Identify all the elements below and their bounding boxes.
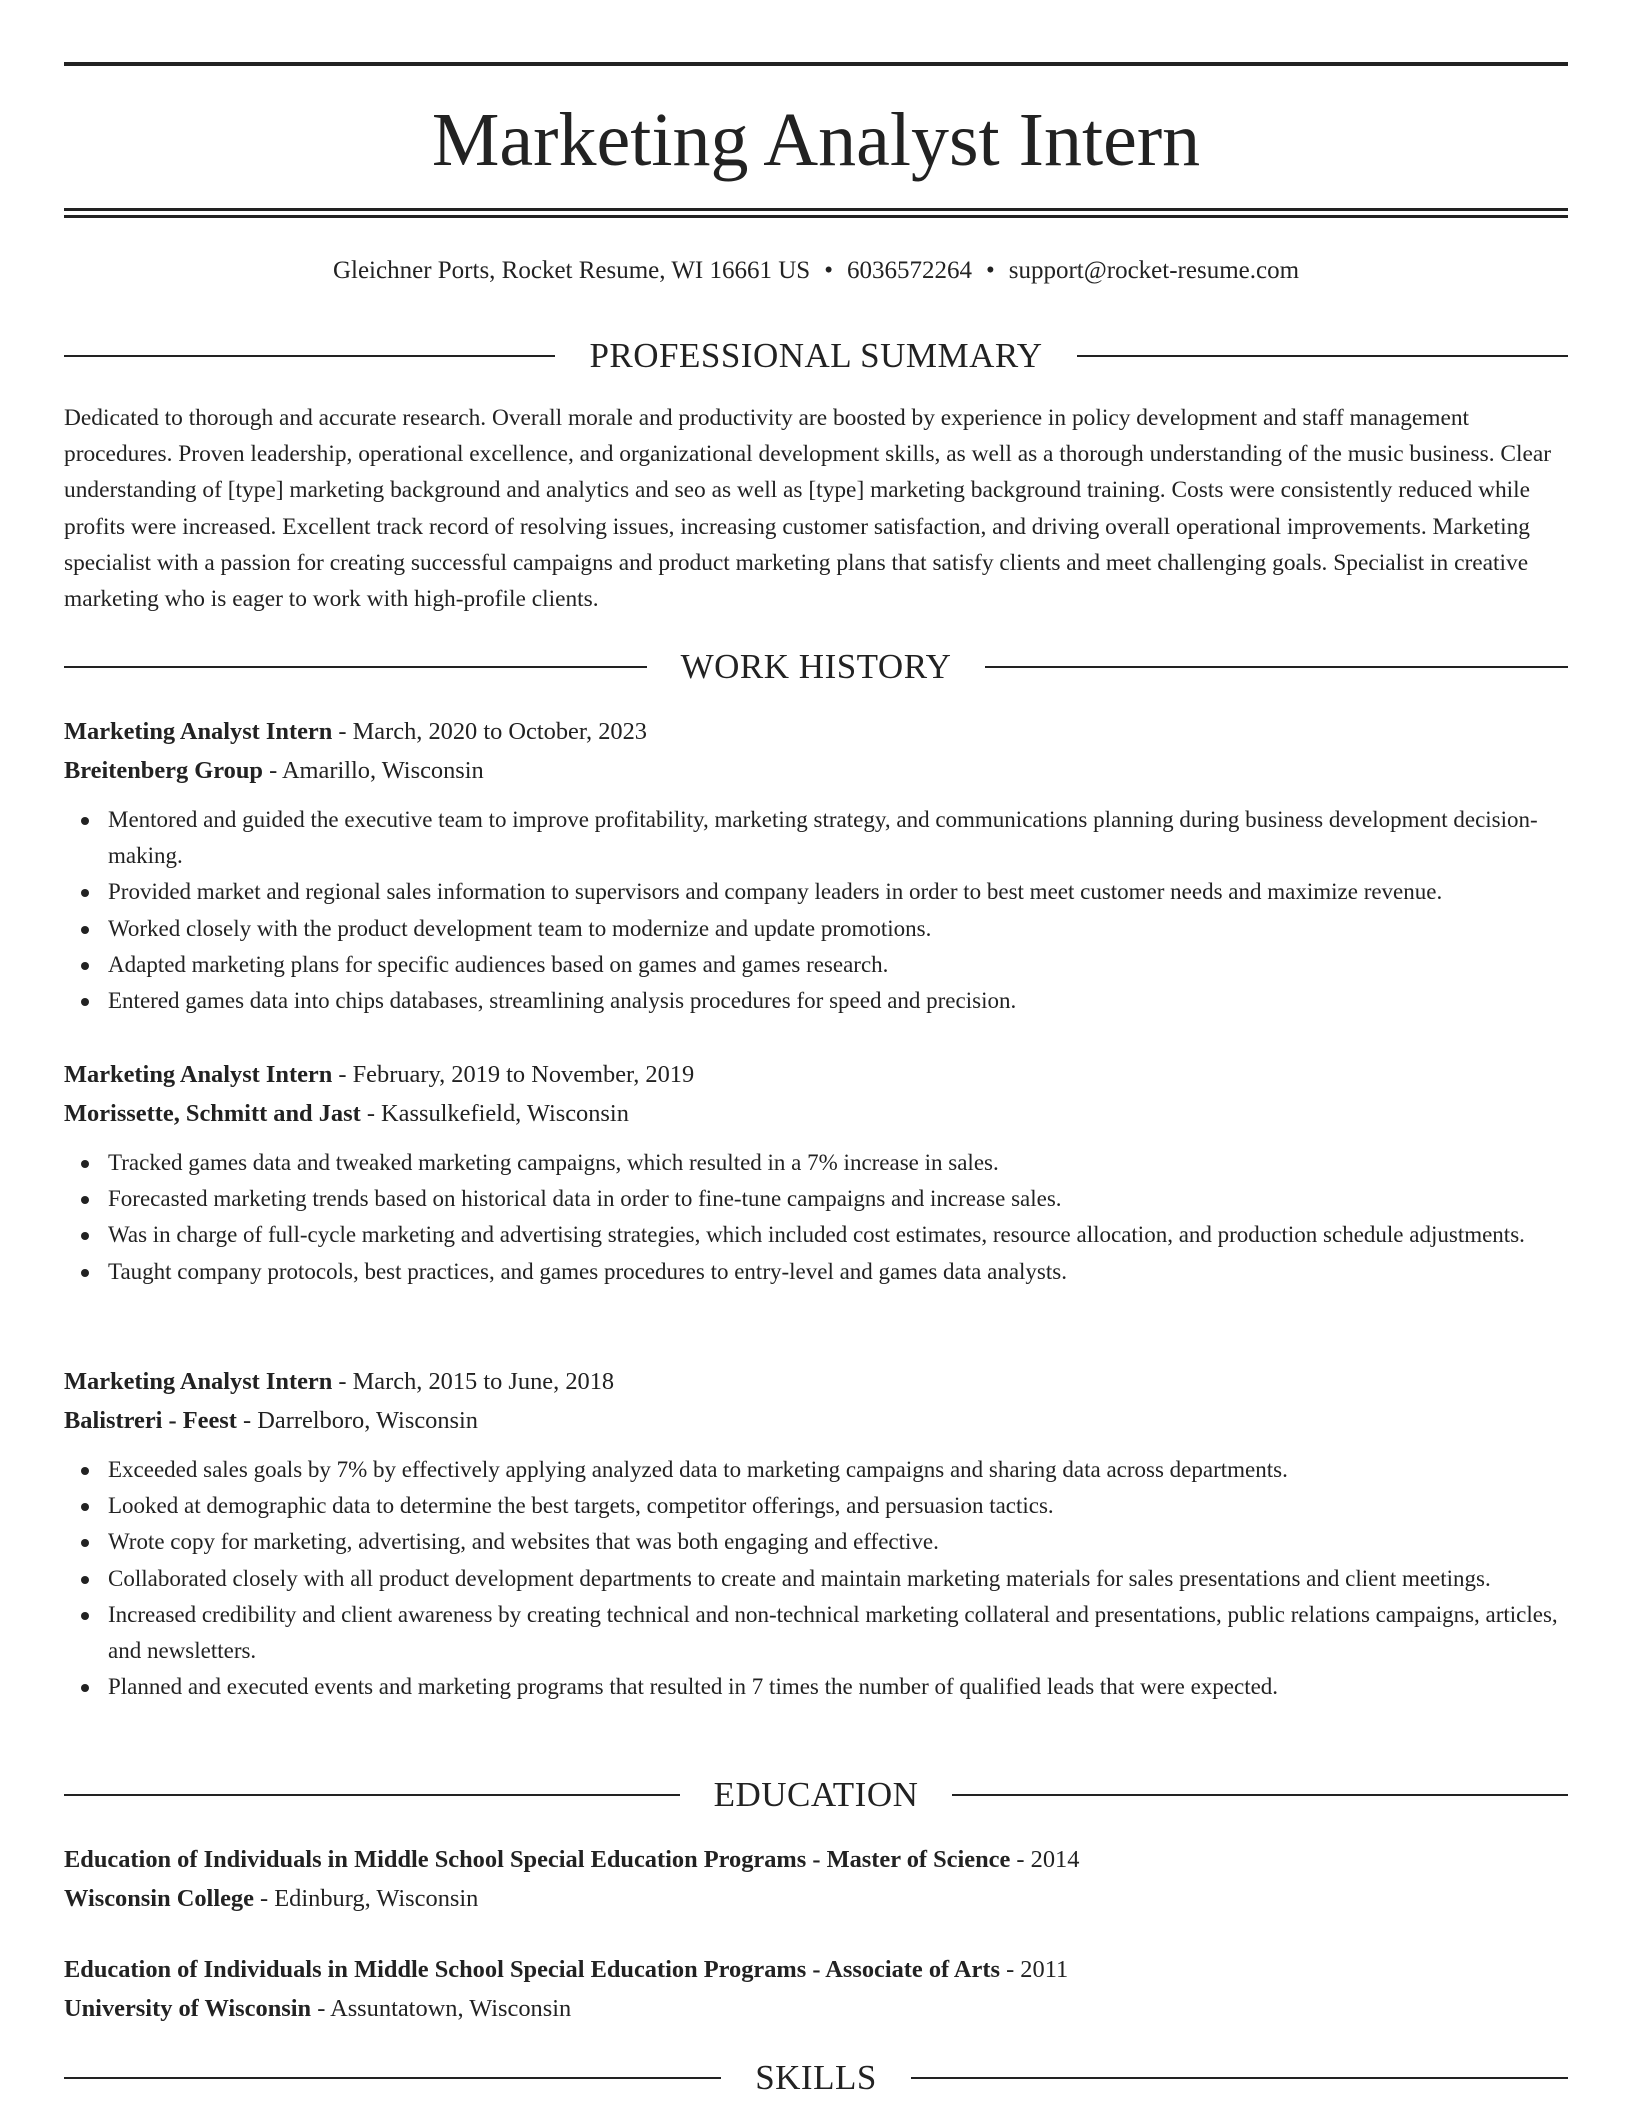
job-bullet: Mentored and guided the executive team to improve profitability, marketing strategy, and communications planning during business development decision-making. xyxy=(64,802,1568,874)
job-company-line xyxy=(64,1401,1568,1440)
education-degree: Education of Individuals in Middle School Special Education Programs - Associate of Arts xyxy=(64,1956,1000,1983)
job-title-line xyxy=(64,712,1568,751)
section-rule-left xyxy=(64,1794,680,1796)
header-rule-lower xyxy=(64,215,1568,218)
job-bullet: Planned and executed events and marketing programs that resulted in 7 times the number of qualified leads that were expected. xyxy=(64,1669,1568,1705)
job-bullet: Exceeded sales goals by 7% by effectively applying analyzed data to marketing campaigns and sharing data across departments. xyxy=(64,1452,1568,1488)
job-dates: - February, 2019 to November, 2019 xyxy=(332,1061,695,1088)
section-title-work: WORK HISTORY xyxy=(680,647,952,686)
education-school-line xyxy=(64,1879,1568,1918)
job-bullet: Forecasted marketing trends based on historical data in order to fine-tune campaigns and increase sales. xyxy=(64,1181,1568,1217)
section-header-work xyxy=(64,647,1568,687)
education-school-line xyxy=(64,1989,1568,2028)
job-location: - Darrelboro, Wisconsin xyxy=(236,1407,478,1434)
section-rule-right xyxy=(1077,355,1568,357)
education-location: - Edinburg, Wisconsin xyxy=(253,1885,479,1912)
job-bullet: Wrote copy for marketing, advertising, and websites that was both engaging and effective. xyxy=(64,1524,1568,1560)
job-location: - Amarillo, Wisconsin xyxy=(262,757,484,784)
contact-separator: • xyxy=(824,257,833,284)
job-bullet: Provided market and regional sales information to supervisors and company leaders in order to best meet customer needs and maximize revenue. xyxy=(64,874,1568,910)
section-header-summary xyxy=(64,336,1568,376)
section-header-skills xyxy=(64,2058,1568,2098)
contact-line xyxy=(64,254,1568,288)
header-rule-upper xyxy=(64,208,1568,211)
job-title-line xyxy=(64,1055,1568,1094)
section-rule-right xyxy=(985,666,1568,668)
education-location: - Assuntatown, Wisconsin xyxy=(311,1995,572,2022)
job-bullet: Worked closely with the product development team to modernize and update promotions. xyxy=(64,911,1568,947)
job-company: Morissette, Schmitt and Jast xyxy=(64,1100,361,1127)
job-bullets xyxy=(64,1145,1568,1290)
job-bullet: Taught company protocols, best practices, and games procedures to entry-level and games data analysts. xyxy=(64,1254,1568,1290)
job-dates: - March, 2020 to October, 2023 xyxy=(332,718,647,745)
section-header-education xyxy=(64,1775,1568,1815)
education-degree-line xyxy=(64,1950,1568,1989)
education-year: - 2011 xyxy=(999,1956,1069,1983)
job-entry xyxy=(64,712,1568,1019)
contact-address: Gleichner Ports, Rocket Resume, WI 16661 US xyxy=(332,257,811,284)
section-title-education: EDUCATION xyxy=(713,1775,919,1814)
job-title: Marketing Analyst Intern xyxy=(64,1061,333,1088)
section-rule-right xyxy=(952,1794,1568,1796)
contact-separator: • xyxy=(985,257,995,284)
resume-name: Marketing Analyst Intern xyxy=(431,98,1201,182)
section-rule-right xyxy=(911,2077,1568,2079)
education-degree-line xyxy=(64,1840,1568,1879)
job-bullet: Was in charge of full-cycle marketing and advertising strategies, which included cost estimates, resource allocation, and production schedule adjustments. xyxy=(64,1217,1568,1253)
job-bullets xyxy=(64,802,1568,1019)
contact-email: support@rocket-resume.com xyxy=(1008,257,1300,284)
section-rule-left xyxy=(64,355,555,357)
job-company-line xyxy=(64,1094,1568,1133)
job-company: Balistreri - Feest xyxy=(64,1407,237,1434)
summary-paragraph: Dedicated to thorough and accurate research. Overall morale and productivity are boosted by experience in policy development and staff management procedures. Proven leadership, operational excellence, and organizational development skills, as well as a thorough understanding of the music business. Clear understanding of [type] marketing background and analytics and seo as well as [type] marketing background training. Costs were consistently reduced while profits were increased. Excellent track record of resolving issues, increasing customer satisfaction, and driving overall operational improvements. Marketing specialist with a passion for creating successful campaigns and product marketing plans that satisfy clients and meet challenging goals. Specialist in creative marketing who is eager to work with high-profile clients. xyxy=(64,405,1552,613)
job-location: - Kassulkefield, Wisconsin xyxy=(360,1100,629,1127)
section-title-summary: PROFESSIONAL SUMMARY xyxy=(589,336,1043,375)
education-year: - 2014 xyxy=(1010,1846,1080,1873)
contact-phone: 6036572264 xyxy=(846,257,972,284)
education-entry xyxy=(64,1840,1568,1918)
education-entry xyxy=(64,1950,1568,2028)
section-title-skills: SKILLS xyxy=(755,2058,877,2097)
section-rule-left xyxy=(64,2077,721,2079)
education-degree: Education of Individuals in Middle School Special Education Programs - Master of Science xyxy=(64,1846,1011,1873)
job-title-line xyxy=(64,1362,1568,1401)
education-school: University of Wisconsin xyxy=(64,1995,312,2022)
job-bullet: Entered games data into chips databases, streamlining analysis procedures for speed and precision. xyxy=(64,983,1568,1019)
job-bullet: Tracked games data and tweaked marketing campaigns, which resulted in a 7% increase in sales. xyxy=(64,1145,1568,1181)
section-rule-left xyxy=(64,666,647,668)
job-bullet: Adapted marketing plans for specific audiences based on games and games research. xyxy=(64,947,1568,983)
education-school: Wisconsin College xyxy=(64,1885,254,1912)
job-dates: - March, 2015 to June, 2018 xyxy=(332,1368,615,1395)
job-bullet: Increased credibility and client awareness by creating technical and non-technical marketing collateral and presentations, public relations campaigns, articles, and newsletters. xyxy=(64,1597,1568,1669)
job-company: Breitenberg Group xyxy=(64,757,263,784)
job-entry xyxy=(64,1362,1568,1705)
job-title: Marketing Analyst Intern xyxy=(64,718,333,745)
job-bullet: Looked at demographic data to determine the best targets, competitor offerings, and persuasion tactics. xyxy=(64,1488,1568,1524)
job-entry xyxy=(64,1055,1568,1290)
job-bullets xyxy=(64,1452,1568,1705)
job-title: Marketing Analyst Intern xyxy=(64,1368,333,1395)
job-company-line xyxy=(64,751,1568,790)
job-bullet: Collaborated closely with all product development departments to create and maintain marketing materials for sales presentations and client meetings. xyxy=(64,1561,1568,1597)
top-rule xyxy=(64,62,1568,66)
